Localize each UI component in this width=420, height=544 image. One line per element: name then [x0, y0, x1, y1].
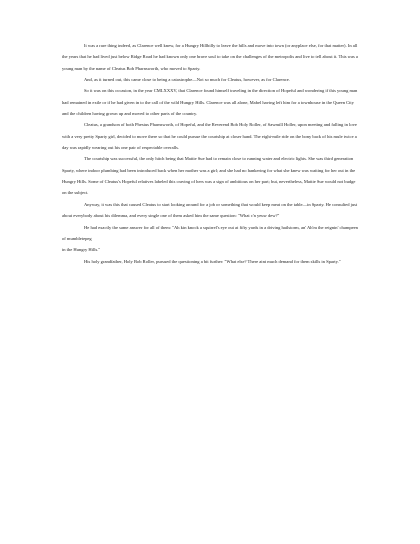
- paragraph: He had exactly the same answer for all of them: "Ah kin knock a squirrel's eye out at fifty yards in a driving hailstorm, an' Ah'm the reignin' champeen of mumbletepeg: [62, 224, 358, 241]
- paragraph: And, as it turned out, this came close to being a catastrophe—Not so much for Cleatus, however, as for Clarence.: [84, 77, 290, 83]
- paragraph: The courtship was successful, the only hitch being that Mattie Sue had to remain close to running water and electric lights. She was third generation Sparty, where indoor plumbing had been introduced back when her mother was a girl; and she had no hankering for what she knew was waiting for her out in the Hungry Hills. Some of Cleatus's Hopeful relatives labeled this craving of hers was a sign of ambitious on her part; but, nevertheless, Mattie Sue would not budge on the subject.: [62, 156, 356, 196]
- body-text: [62, 40, 358, 267]
- paragraph: So it was on this occasion, in the year CMLXXXV, that Clarence found himself traveling in the direction of Hopeful and wondering if this young man had remained in exile or if he had given in to the call of the wild Hungry Hills. Clarence was all alone, Mabel having left him for a townhouse in the Queen City and the children having grown up and moved to other parts of the country.: [62, 88, 358, 117]
- paragraph: Cleatus, a grandson of both Phestus Pharnsworth, of Hopeful, and the Reverend Bob Holy Roller, of Sawmill Holler, upon meeting and falling in love with a very pretty Sparty girl, decided to move there so that he could pursue the courtship at closer hand. The eight-mile ride on the bony back of his mule twice a day was rapidly wearing out his one pair of respectable overalls.: [62, 122, 357, 151]
- paragraph: Anyway, it was this that caused Cleatus to start looking around for a job or something that would keep meat on the table—in Sparty. He consulted just about everybody about his dilemma, and every single one of them asked him the same question: "What c'n yeuw dew?": [62, 201, 358, 219]
- paragraph: It was a rare thing indeed, as Clarence well knew, for a Hungry Hillbilly to leave the hills and move into town (or anyplace else, for that matter). In all the years that he had lived just below Ridge Road he had known only one brave soul to take on the challenges of the metropolis and live to tell about it. This was a young man by the name of Cleatus Bob Pharnsworth, who moved to Sparty.: [62, 43, 358, 71]
- paragraph-continuation: in the Hungry Hills.": [62, 247, 101, 253]
- paragraph: His holy grandfather, Holy Bob Roller, pursued the questioning a bit further: "What else? There aint much demand for them skills in Sparty.": [84, 258, 341, 264]
